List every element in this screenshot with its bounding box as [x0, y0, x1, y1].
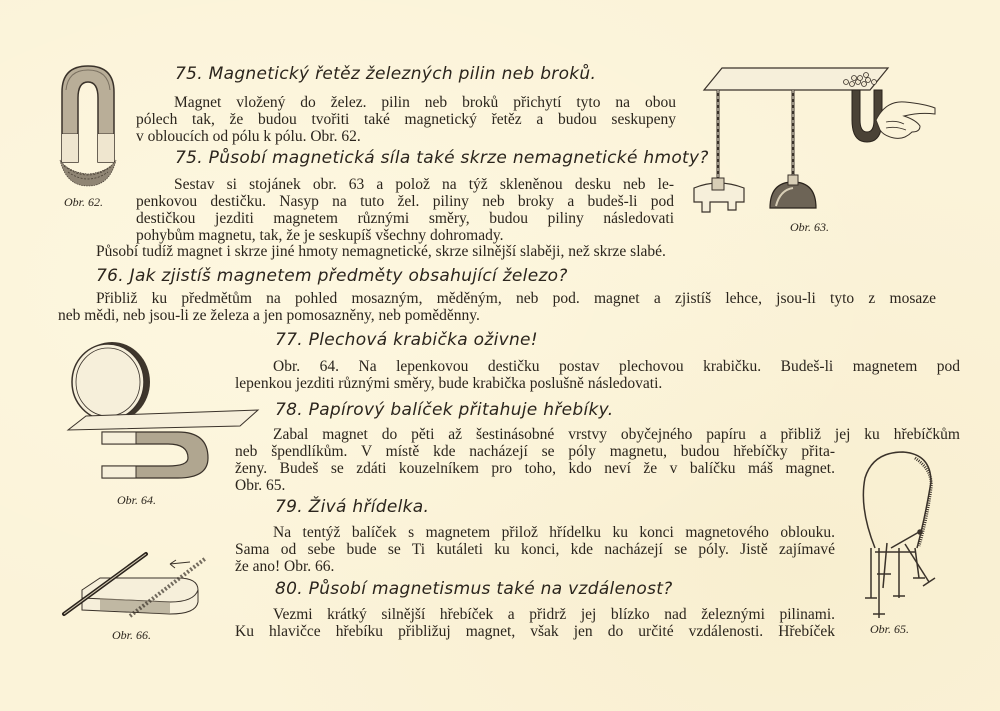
horseshoe-magnet-with-filings-icon	[60, 66, 116, 186]
text-line: ženy. Budeš se zdáti kouzelníkem pro toho, kdo neví že v balíčku máš magnet.	[235, 460, 835, 477]
figure-64-caption: Obr. 64.	[117, 493, 157, 507]
text-line: Zabal magnet do pěti až šestinásobné vrstvy obyčejného papíru a přibliž jej ku hřebíčkům	[273, 426, 960, 443]
section-75a-heading: 75. Magnetický řetěz železných pilin neb broků.	[175, 64, 597, 84]
tin-box-over-magnet-icon	[68, 342, 258, 478]
text-line: neb špendlíkům. V místě kde nacházejí se póly magnetu, budou hřebíčky přita-	[235, 443, 835, 460]
section-75a-text	[136, 94, 676, 145]
text-line: Vezmi krátký silnější hřebíček a přidrž jej blízko nad železnými pilinami.	[273, 606, 835, 623]
text-line: pólech tak, že budou tvořiti také magnetický řetěz a budou seskupeny	[136, 111, 676, 128]
text-line: Obr. 65.	[235, 477, 286, 494]
figure-62-caption: Obr. 62.	[64, 195, 104, 209]
text-line: Magnet vložený do želez. pilin neb broků přichytí tyto na obou	[174, 94, 676, 111]
figure-62	[58, 62, 118, 187]
text-line: destičkou jezditi magnetem různými směry, budou piliny následovati	[136, 210, 674, 227]
text-line: Na tentýž balíček s magnetem přilož hřídelku ku konci magnetového oblouku.	[273, 524, 835, 541]
text-line: že ano! Obr. 66.	[235, 558, 335, 575]
section-77-heading: 77. Plechová krabička oživne!	[275, 330, 538, 350]
section-76-text	[58, 290, 936, 324]
figure-63	[690, 60, 940, 220]
section-79-heading: 79. Živá hřídelka.	[275, 497, 430, 517]
text-line: neb mědi, neb jsou-li ze železa a jen pomosazněny, neb poměděnny.	[58, 307, 480, 324]
text-line: Přibliž ku předmětům na pohled mosazným, měděným, neb pod. magnet a zjistíš lehce, jsou-li tyto z mosaze	[96, 290, 936, 307]
figure-66	[60, 550, 220, 620]
text-line: Sama od sebe bude se Ti kutáleti ku konci, kde nacházejí se póly. Jistě zajímavé	[235, 541, 835, 558]
text-line: Obr. 64. Na lepenkovou destičku postav plechovou krabičku. Budeš-li magnetem pod	[273, 358, 960, 375]
text-line: lepenkou jezditi různými směry, bude krabička poslušně následovati.	[235, 375, 663, 392]
section-75b-heading: 75. Působí magnetická síla také skrze nemagnetické hmoty?	[175, 148, 709, 168]
rolling-rod-on-package-icon	[64, 554, 206, 616]
section-76-heading: 76. Jak zjistíš magnetem předměty obsahující železo?	[96, 266, 568, 286]
text-line: Působí tudíž magnet i skrze jiné hmoty nemagnetické, skrze silnější slaběji, než skrze slabé.	[96, 243, 666, 260]
figure-64	[68, 340, 258, 480]
figure-65-caption: Obr. 65.	[870, 622, 910, 636]
text-line: pohybům magnetu, tak, že je seskupíš všechny dohromady.	[136, 227, 504, 244]
section-77-text	[235, 358, 960, 392]
section-78-text	[235, 426, 960, 494]
section-79-text	[235, 524, 835, 575]
text-line: v obloucích od pólu k pólu. Obr. 62.	[136, 128, 361, 145]
section-80-text	[235, 606, 835, 640]
text-line: Ku hlavičce hřebíku přibližuj magnet, však jen do určité vzdálenosti. Hřebíček	[235, 623, 835, 640]
text-line: penkovou destičku. Nasyp na tuto žel. piliny neb broky a budeš-li pod	[136, 193, 674, 210]
figure-66-caption: Obr. 66.	[112, 628, 152, 642]
figure-63-caption: Obr. 63.	[790, 220, 830, 234]
section-80-heading: 80. Působí magnetismus také na vzdálenost?	[275, 579, 673, 599]
text-line: Sestav si stojánek obr. 63 a polož na týž skleněnou desku neb le-	[174, 176, 674, 193]
section-78-heading: 78. Papírový balíček přitahuje hřebíky.	[275, 400, 614, 420]
section-75b-continuation	[96, 243, 796, 260]
section-75b-text	[136, 176, 674, 244]
stand-with-plate-and-magnet-icon	[694, 68, 935, 212]
